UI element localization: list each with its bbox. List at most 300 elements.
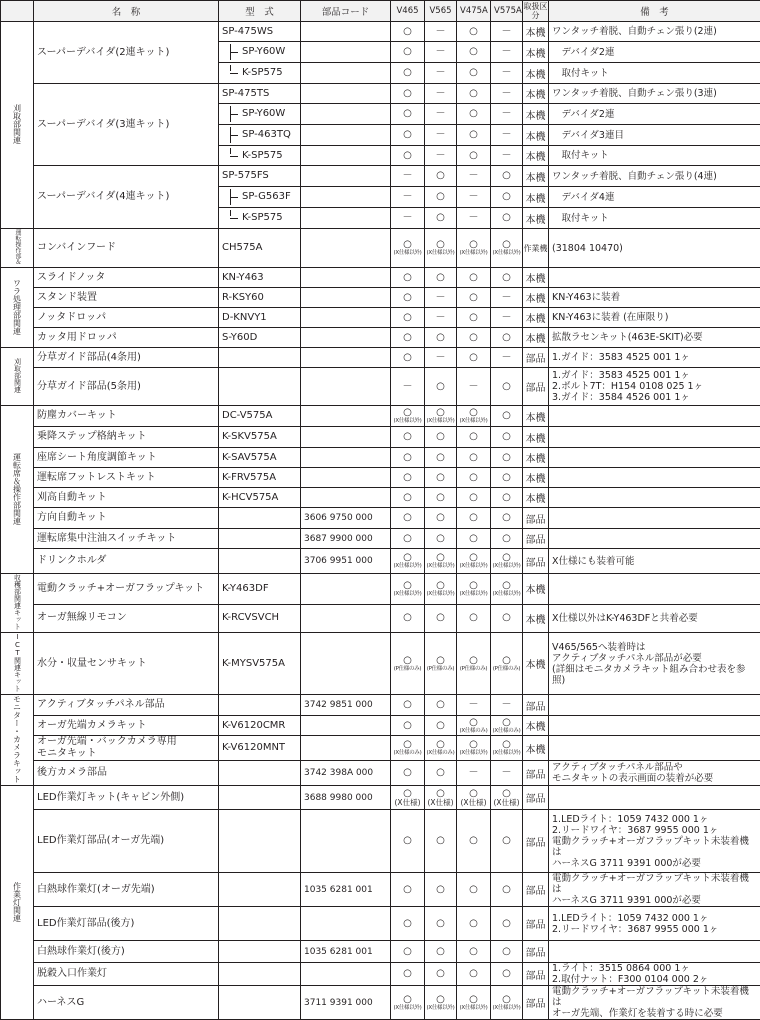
availability-mark: ○ (403, 108, 412, 119)
remarks (549, 427, 760, 448)
table-row (1, 695, 760, 716)
availability-mark: ○ (436, 512, 445, 523)
remarks: 1.LEDライト：1059 7432 000 1ヶ 2.リードワイヤ：3687 9955 000 1ヶ (549, 907, 760, 941)
handling-class: 本機 (523, 574, 549, 605)
availability-cell (391, 488, 425, 508)
table-row (1, 508, 760, 529)
table-row (1, 448, 760, 468)
availability-cell (425, 549, 457, 574)
availability-mark: ○ (502, 452, 511, 463)
availability-note: (X仕様以外) (391, 1005, 424, 1011)
availability-mark: ○ (403, 312, 412, 323)
group-label-text: ICT関連キット (14, 633, 21, 692)
availability-cell (425, 448, 457, 468)
item-model (219, 529, 301, 549)
availability-note: (X仕様以外) (491, 563, 522, 569)
availability-cell (425, 529, 457, 549)
handling-class: 部品 (523, 810, 549, 873)
availability-cell (491, 22, 523, 42)
availability-mark: ○ (469, 239, 478, 250)
item-name: オーガ先端・バックカメラ専用 モニタキット (34, 736, 219, 761)
availability-cell (391, 695, 425, 716)
availability-cell (391, 308, 425, 328)
availability-cell (457, 427, 491, 448)
table-row (1, 907, 760, 941)
handling-class: 本機 (523, 125, 549, 146)
availability-mark: － (436, 312, 446, 323)
table-row (1, 574, 760, 605)
availability-cell (457, 986, 491, 1020)
table-row (1, 328, 760, 348)
item-name: アクティブタッチパネル部品 (34, 695, 219, 716)
availability-mark: ○ (469, 717, 478, 728)
table-row (1, 963, 760, 986)
availability-mark: － (502, 46, 512, 57)
item-model: K-MYSV575A (219, 633, 301, 695)
availability-note: (X仕様以外) (457, 563, 490, 569)
availability-mark: － (469, 699, 479, 710)
availability-mark: ○ (403, 533, 412, 544)
item-name: 白熱球作業灯(後方) (34, 941, 219, 963)
remarks: デバイダ2連 (549, 42, 760, 63)
availability-mark: ○ (502, 918, 511, 929)
item-model (219, 146, 301, 166)
item-model-text: K-SP575 (222, 150, 297, 162)
availability-mark: ○ (469, 108, 478, 119)
availability-mark: ○ (469, 67, 478, 78)
availability-mark: ○ (436, 767, 445, 778)
availability-cell (491, 810, 523, 873)
part-code (301, 574, 391, 605)
availability-mark: ○ (502, 170, 511, 181)
remarks (549, 736, 760, 761)
availability-cell (457, 406, 491, 427)
handling-class: 本機 (523, 406, 549, 427)
availability-cell (391, 810, 425, 873)
availability-mark: ○ (469, 946, 478, 957)
availability-cell (391, 288, 425, 308)
availability-mark: ○ (436, 239, 445, 250)
item-model (219, 941, 301, 963)
availability-mark: ○ (469, 492, 478, 503)
group-label (1, 268, 34, 348)
group-label-text: モニター・カメラキット (13, 695, 22, 783)
item-model: SP-475TS (219, 84, 301, 104)
availability-cell (491, 604, 523, 632)
availability-cell (457, 146, 491, 166)
group-label (1, 695, 34, 786)
availability-mark: ○ (502, 472, 511, 483)
availability-cell (491, 208, 523, 229)
availability-note: (X仕様) (425, 799, 456, 807)
availability-cell (457, 268, 491, 288)
availability-cell (491, 308, 523, 328)
availability-cell (491, 268, 523, 288)
availability-mark: ○ (502, 552, 511, 563)
availability-mark: ○ (403, 512, 412, 523)
availability-note: (X仕様以外) (491, 750, 522, 756)
availability-mark: ○ (436, 533, 445, 544)
table-row (1, 468, 760, 488)
availability-mark: ○ (469, 46, 478, 57)
availability-cell (457, 529, 491, 549)
availability-mark: － (502, 150, 512, 161)
item-model-text: SP-G563F (222, 191, 297, 203)
remarks: KN-Y463に装着 (549, 288, 760, 308)
remarks: デバイダ3連目 (549, 125, 760, 146)
part-code (301, 468, 391, 488)
availability-mark: ○ (403, 739, 412, 750)
handling-class: 部品 (523, 368, 549, 406)
availability-mark: ○ (502, 512, 511, 523)
group-label-text: 刈取部関連 (13, 104, 22, 144)
availability-mark: ○ (502, 272, 511, 283)
part-code (301, 22, 391, 42)
part-code: 3688 9980 000 (301, 786, 391, 810)
availability-cell (457, 468, 491, 488)
availability-cell (491, 736, 523, 761)
availability-mark: ○ (403, 492, 412, 503)
availability-note: (X仕様以外) (491, 250, 522, 256)
handling-class: 本機 (523, 468, 549, 488)
remarks: 電動クラッチ+オーガフラップキット未装着機は ハーネスG 3711 9391 000が必要 (549, 873, 760, 907)
item-name: スーパーデバイダ(3連キット) (34, 84, 219, 166)
item-name: ノッタドロッパ (34, 308, 219, 328)
table-row (1, 604, 760, 632)
item-model: DC-V575A (219, 406, 301, 427)
availability-cell (391, 268, 425, 288)
remarks (549, 268, 760, 288)
availability-cell (457, 84, 491, 104)
availability-note: (X仕様以外) (425, 591, 456, 597)
item-model: K-RCVSVCH (219, 604, 301, 632)
availability-cell (491, 716, 523, 736)
item-name: オーガ無線リモコン (34, 604, 219, 632)
handling-class: 本機 (523, 84, 549, 104)
availability-mark: ○ (502, 191, 511, 202)
availability-cell (391, 529, 425, 549)
availability-mark: － (403, 212, 413, 223)
remarks: 取付キット (549, 63, 760, 84)
availability-cell (457, 328, 491, 348)
item-model (219, 368, 301, 406)
item-name: 方向自動キット (34, 508, 219, 529)
remarks: ワンタッチ着脱、自動チェン張り(4連) (549, 166, 760, 187)
remarks (549, 786, 760, 810)
availability-mark: ○ (436, 472, 445, 483)
availability-cell (457, 695, 491, 716)
availability-mark: ○ (403, 552, 412, 563)
availability-cell (491, 873, 523, 907)
part-code: 3742 9851 000 (301, 695, 391, 716)
availability-note: (X仕様以外) (491, 591, 522, 597)
table-row (1, 716, 760, 736)
remarks: アクティブタッチパネル部品や モニタキットの表示画面の装着が必要 (549, 761, 760, 786)
item-model (219, 125, 301, 146)
part-code (301, 633, 391, 695)
handling-class: 本機 (523, 328, 549, 348)
availability-cell (391, 963, 425, 986)
availability-mark: ○ (436, 720, 445, 731)
availability-cell (491, 104, 523, 125)
item-name: LED作業灯キット(キャビン外側) (34, 786, 219, 810)
availability-mark: ○ (436, 739, 445, 750)
availability-mark: ○ (502, 835, 511, 846)
remarks (549, 406, 760, 427)
availability-mark: ○ (502, 994, 511, 1005)
availability-mark: ○ (469, 312, 478, 323)
availability-cell (425, 348, 457, 368)
header-class: 取扱区分 (523, 1, 549, 22)
availability-mark: － (436, 108, 446, 119)
availability-mark: ○ (403, 272, 412, 283)
group-label-text: 運転操作部＆ (14, 229, 20, 265)
handling-class: 部品 (523, 508, 549, 529)
handling-class: 本機 (523, 716, 549, 736)
group-label-text: 刈取部関連 (14, 358, 21, 393)
availability-mark: ○ (436, 552, 445, 563)
availability-mark: ○ (436, 492, 445, 503)
availability-cell (425, 736, 457, 761)
handling-class: 本機 (523, 427, 549, 448)
availability-cell (491, 229, 523, 268)
availability-cell (391, 348, 425, 368)
remarks: 取付キット (549, 146, 760, 166)
availability-mark: ○ (502, 533, 511, 544)
availability-mark: － (469, 212, 479, 223)
item-model: K-HCV575A (219, 488, 301, 508)
availability-mark: ○ (403, 884, 412, 895)
group-label-text: 運転席＆操作部関連 (13, 453, 22, 525)
item-name: スーパーデバイダ(2連キット) (34, 22, 219, 84)
availability-cell (391, 63, 425, 84)
availability-mark: ○ (436, 884, 445, 895)
availability-mark: ○ (469, 452, 478, 463)
table-row (1, 986, 760, 1020)
header-v475a: V475A (457, 1, 491, 22)
availability-note: (X仕様のみ) (391, 750, 424, 756)
availability-mark: ○ (403, 67, 412, 78)
item-model-text: SP-Y60W (222, 46, 297, 58)
availability-mark: ○ (436, 272, 445, 283)
part-code (301, 208, 391, 229)
availability-mark: ○ (469, 655, 478, 666)
item-model: SP-475WS (219, 22, 301, 42)
remarks: 取付キット (549, 208, 760, 229)
remarks: KN-Y463に装着 (在庫限り) (549, 308, 760, 328)
part-code (301, 125, 391, 146)
handling-class: 部品 (523, 963, 549, 986)
remarks: V465/565へ装着時は アクティブタッチパネル部品が必要 (詳細はモニタカメラキット組み合わせ表を参照) (549, 633, 760, 695)
availability-mark: ○ (436, 835, 445, 846)
availability-cell (425, 63, 457, 84)
availability-mark: ○ (469, 533, 478, 544)
availability-mark: ○ (436, 381, 445, 392)
availability-mark: ○ (502, 788, 511, 799)
availability-cell (491, 166, 523, 187)
availability-mark: ○ (469, 407, 478, 418)
item-name: 座席シート角度調節キット (34, 448, 219, 468)
handling-class: 部品 (523, 761, 549, 786)
availability-mark: － (436, 46, 446, 57)
availability-note: (X仕様以外) (425, 418, 456, 424)
item-model (219, 810, 301, 873)
availability-mark: ○ (502, 884, 511, 895)
item-name: オーガ先端カメラキット (34, 716, 219, 736)
availability-cell (391, 736, 425, 761)
availability-cell (457, 873, 491, 907)
handling-class: 本機 (523, 288, 549, 308)
availability-cell (425, 986, 457, 1020)
part-code (301, 368, 391, 406)
availability-mark: ○ (403, 46, 412, 57)
part-code (301, 963, 391, 986)
part-code: 1035 6281 001 (301, 941, 391, 963)
remarks: X仕様にも装着可能 (549, 549, 760, 574)
availability-mark: ○ (436, 332, 445, 343)
availability-note: (X仕様以外) (425, 1005, 456, 1011)
item-name: 分草ガイド部品(5条用) (34, 368, 219, 406)
availability-cell (457, 810, 491, 873)
item-name: スーパーデバイダ(4連キット) (34, 166, 219, 229)
item-model (219, 549, 301, 574)
availability-note: (X仕様以外) (457, 750, 490, 756)
item-name: 水分・収量センサキット (34, 633, 219, 695)
item-model: D-KNVY1 (219, 308, 301, 328)
availability-cell (457, 348, 491, 368)
availability-note: (X仕様以外) (491, 1005, 522, 1011)
availability-note: (X仕様以外) (457, 250, 490, 256)
handling-class: 本機 (523, 736, 549, 761)
availability-mark: － (436, 67, 446, 78)
item-model (219, 786, 301, 810)
availability-cell (391, 208, 425, 229)
remarks: 拡散ラセンキット(463E-SKIT)必要 (549, 328, 760, 348)
handling-class: 本機 (523, 633, 549, 695)
item-name: 後方カメラ部品 (34, 761, 219, 786)
item-name: LED作業灯部品(オーガ先端) (34, 810, 219, 873)
remarks: デバイダ2連 (549, 104, 760, 125)
availability-mark: ○ (502, 212, 511, 223)
availability-mark: － (469, 191, 479, 202)
item-model (219, 187, 301, 208)
availability-mark: － (469, 381, 479, 392)
part-code (301, 427, 391, 448)
availability-mark: ○ (403, 994, 412, 1005)
availability-cell (457, 308, 491, 328)
availability-mark: ○ (469, 352, 478, 363)
availability-note: (X仕様) (457, 799, 490, 807)
availability-cell (391, 166, 425, 187)
availability-cell (425, 963, 457, 986)
availability-mark: ○ (436, 788, 445, 799)
availability-cell (491, 761, 523, 786)
part-code (301, 810, 391, 873)
group-label (1, 406, 34, 574)
remarks: 1.ガイド：3583 4525 001 1ヶ 2.ボルト7T：H154 0108 025 1ヶ 3.ガイド：3584 4526 001 1ヶ (549, 368, 760, 406)
group-label-text: 収穫部関連キット (14, 574, 21, 630)
availability-cell (425, 125, 457, 146)
availability-mark: ○ (436, 191, 445, 202)
remarks: (31804 10470) (549, 229, 760, 268)
availability-cell (457, 125, 491, 146)
handling-class: 本機 (523, 22, 549, 42)
availability-mark: － (436, 88, 446, 99)
availability-cell (457, 166, 491, 187)
table-row (1, 84, 760, 104)
availability-mark: ○ (502, 410, 511, 421)
table-row (1, 406, 760, 427)
availability-cell (425, 508, 457, 529)
handling-class: 本機 (523, 208, 549, 229)
availability-note: (X仕様のみ) (457, 728, 490, 734)
availability-cell (425, 308, 457, 328)
item-model: R-KSY60 (219, 288, 301, 308)
availability-mark: ○ (502, 431, 511, 442)
availability-cell (457, 786, 491, 810)
availability-mark: ○ (469, 884, 478, 895)
remarks (549, 574, 760, 605)
availability-mark: － (436, 150, 446, 161)
availability-cell (391, 907, 425, 941)
availability-note: (P仕様のみ) (457, 666, 490, 672)
availability-cell (457, 736, 491, 761)
availability-cell (457, 761, 491, 786)
availability-cell (491, 328, 523, 348)
availability-cell (425, 761, 457, 786)
remarks (549, 529, 760, 549)
availability-mark: － (436, 26, 446, 37)
availability-cell (425, 288, 457, 308)
availability-cell (491, 125, 523, 146)
part-code: 3711 9391 000 (301, 986, 391, 1020)
group-label-text: ワラ処理部関連 (13, 279, 22, 335)
availability-mark: ○ (436, 699, 445, 710)
availability-cell (391, 761, 425, 786)
availability-mark: ○ (502, 580, 511, 591)
remarks (549, 716, 760, 736)
header-v575a: V575A (491, 1, 523, 22)
table-row (1, 22, 760, 42)
remarks: X仕様以外はK-Y463DFと共着必要 (549, 604, 760, 632)
availability-cell (425, 810, 457, 873)
part-code (301, 187, 391, 208)
availability-mark: ○ (403, 292, 412, 303)
remarks (549, 448, 760, 468)
table-row (1, 368, 760, 406)
item-model: S-Y60D (219, 328, 301, 348)
availability-cell (425, 146, 457, 166)
handling-class: 作業機 (523, 229, 549, 268)
handling-class: 部品 (523, 348, 549, 368)
part-code: 3606 9750 000 (301, 508, 391, 529)
item-model: KN-Y463 (219, 268, 301, 288)
availability-mark: － (502, 129, 512, 140)
availability-mark: ○ (436, 212, 445, 223)
availability-mark: ○ (502, 492, 511, 503)
availability-cell (425, 873, 457, 907)
availability-mark: － (436, 292, 446, 303)
remarks: ワンタッチ着脱、自動チェン張り(2連) (549, 22, 760, 42)
availability-mark: ○ (403, 788, 412, 799)
availability-note: (X仕様のみ) (491, 728, 522, 734)
item-name: 刈高自動キット (34, 488, 219, 508)
group-label (1, 786, 34, 1020)
table-row (1, 308, 760, 328)
availability-cell (491, 63, 523, 84)
availability-mark: ○ (469, 292, 478, 303)
availability-mark: ○ (469, 88, 478, 99)
